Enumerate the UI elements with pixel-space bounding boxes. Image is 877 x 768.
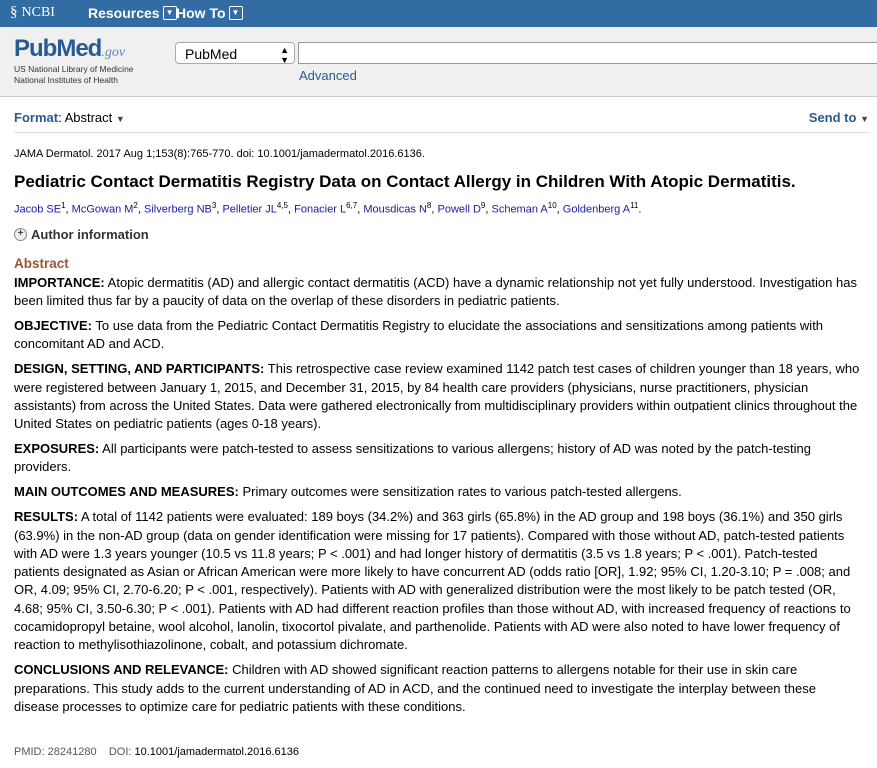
- author-affiliation-number: 11: [630, 201, 639, 210]
- doi-link[interactable]: 10.1001/jamadermatol.2016.6136: [134, 746, 300, 758]
- author-affiliation-number: 6,7: [346, 201, 358, 210]
- ncbi-top-bar: [0, 0, 877, 27]
- section-label: RESULTS:: [14, 509, 79, 525]
- chevron-down-icon: ▼: [163, 6, 177, 20]
- section-text: This retrospective case review examined 1142 patch test cases of children younger than 18 years, who were registered between January 1, 2015, and December 31, 2015, by 84 health care providers (physicians, nurse practitioners, physician assistants) from across the United States. Data were gathered electronically from multidisciplinary providers within outpatient clinics throughout the United States on pediatric patients (ages 0-18 years).: [14, 361, 860, 432]
- divider: [14, 132, 869, 133]
- nih-label: National Institutes of Health: [14, 75, 118, 85]
- abstract-section: [14, 274, 864, 311]
- database-value: PubMed: [185, 46, 238, 62]
- separator: ,: [65, 203, 72, 216]
- separator: ,: [357, 203, 364, 216]
- author-affiliation-number: 10: [547, 201, 557, 210]
- pubmed-header: [0, 27, 877, 97]
- section-text: All participants were patch-tested to assess sensitizations to various allergens; history of AD was noted by the patch-testing providers.: [14, 441, 812, 475]
- section-label: OBJECTIVE:: [14, 318, 93, 334]
- format-dropdown[interactable]: Format: Abstract ▼: [14, 110, 125, 125]
- author-affiliation-number: 1: [61, 201, 66, 210]
- article-ids: [14, 746, 299, 758]
- section-text: A total of 1142 patients were evaluated: 189 boys (34.2%) and 363 girls (65.8%) in the AD group and 198 boys (36.1%) and 350 girls (63.9%) in the non-AD group (data on gender identification were missing for 17 patients). Compared with those without AD, patch-tested patients with AD were 1.3 years younger (10.5 vs 11.8 years; P < .001) and had longer history of dermatitis (3.5 vs 1.8 years; P < .001). Patch-tested patients designated as Asian or African American were more likely to have concurrent AD (odds ratio [OR], 1.92; 95% CI, 1.20-3.10; P = .008; and OR, 4.09; 95% CI, 2.70-6.20; P < .001, respectively). Patients with AD with generalized distribution were the most likely to be patch tested (OR, 4.68; 95% CI, 3.50-6.30; P < .001). Patients with AD had different reaction profiles than those without AD, with increased frequency of reactions to cocamidopropyl betaine, wool alcohol, lanolin, tixocortol pivalate, and parthenolide. Patients with AD were also noted to have lower frequency of reaction to methylisothiazolinone, cobalt, and potassium dichromate.: [14, 509, 851, 653]
- separator: .: [638, 203, 642, 216]
- plus-icon: +: [14, 228, 27, 241]
- separator: ,: [287, 203, 295, 216]
- abstract-section: [14, 508, 864, 654]
- author-link[interactable]: Scheman A: [491, 203, 548, 216]
- doi-label: DOI:: [108, 746, 132, 758]
- section-label: CONCLUSIONS AND RELEVANCE:: [14, 662, 229, 678]
- database-select[interactable]: [175, 42, 295, 64]
- section-text: To use data from the Pediatric Contact Dermatitis Registry to elucidate the associations and sensitizations among patients with concomitant AD and ACD.: [14, 318, 824, 352]
- section-label: IMPORTANCE:: [14, 275, 105, 290]
- ncbi-logo-text: NCBI: [21, 4, 55, 20]
- author-link[interactable]: Pelletier JL: [222, 203, 277, 216]
- abstract-heading: Abstract: [14, 256, 69, 271]
- author-list: [14, 201, 641, 216]
- author-affiliation-number: 2: [133, 201, 138, 210]
- abstract-body: [14, 274, 864, 723]
- resources-label: Resources: [88, 5, 160, 21]
- author-affiliation-number: 8: [426, 201, 432, 210]
- resources-menu[interactable]: [88, 5, 177, 21]
- format-label: Format: [14, 110, 59, 125]
- abstract-section: [14, 360, 864, 433]
- author-link[interactable]: Jacob SE: [14, 203, 62, 216]
- nlm-label: US National Library of Medicine: [14, 64, 134, 74]
- separator: ,: [216, 203, 223, 216]
- chevron-down-icon: ▼: [229, 6, 243, 20]
- author-link[interactable]: Goldenberg A: [562, 203, 631, 216]
- author-link[interactable]: Mousdicas N: [363, 203, 427, 216]
- section-label: DESIGN, SETTING, AND PARTICIPANTS:: [14, 361, 265, 377]
- section-label: MAIN OUTCOMES AND MEASURES:: [14, 484, 239, 500]
- section-text: Children with AD showed significant reaction patterns to allergens notable for their use in skin care preparations. This study adds to the current understanding of AD in ACD, and the continued need to investigate the interplay between these disease processes to optimize care for pediatric patients with these conditions.: [14, 662, 816, 714]
- send-to-dropdown[interactable]: [809, 110, 869, 125]
- separator: ,: [485, 203, 492, 216]
- caret-down-icon: ▼: [860, 114, 869, 124]
- author-affiliation-number: 3: [211, 201, 217, 210]
- author-affiliation-number: 4,5: [276, 201, 288, 210]
- pubmed-logo[interactable]: [14, 35, 134, 85]
- author-affiliation-number: 9: [480, 201, 486, 210]
- pmid-value: 28241280: [47, 746, 97, 758]
- author-link[interactable]: McGowan M: [71, 203, 134, 216]
- section-text: Atopic dermatitis (AD) and allergic contact dermatitis (ACD) have a dynamic relationship not yet fully understood. Investigation has been limited thus far by a paucity of data on the overlap of these disorders in pediatric patients.: [14, 275, 857, 309]
- separator: ,: [431, 203, 438, 216]
- article-title: Pediatric Contact Dermatitis Registry Data on Contact Allergy in Children With Atopic Dermatitis.: [14, 172, 796, 191]
- abstract-section: [14, 440, 864, 477]
- abstract-section: [14, 483, 864, 501]
- citation-details: 2017 Aug 1;153(8):765-770. doi: 10.1001/jamadermatol.2016.6136.: [93, 148, 425, 160]
- howto-menu[interactable]: [176, 5, 243, 21]
- citation: [14, 148, 425, 160]
- ncbi-logo[interactable]: [10, 4, 55, 21]
- format-value: Abstract: [64, 110, 113, 125]
- journal-link[interactable]: JAMA Dermatol.: [14, 148, 94, 160]
- separator: ,: [556, 203, 563, 216]
- send-to-label: Send to: [808, 110, 857, 125]
- author-link[interactable]: Fonacier L: [294, 203, 347, 216]
- abstract-section: [14, 661, 864, 716]
- advanced-search-link[interactable]: Advanced: [299, 68, 357, 83]
- pubmed-logo-text: PubMed: [14, 35, 102, 62]
- pmid-label: PMID:: [14, 746, 45, 758]
- section-label: EXPOSURES:: [14, 441, 100, 457]
- select-arrows-icon: ▲ ▼: [280, 45, 289, 65]
- dna-helix-icon: §: [10, 4, 18, 20]
- author-information-toggle[interactable]: [14, 227, 149, 242]
- search-input[interactable]: [298, 42, 877, 64]
- abstract-section: [14, 317, 864, 354]
- separator: ,: [137, 203, 144, 216]
- author-link[interactable]: Powell D: [437, 203, 481, 216]
- author-information-label: Author information: [31, 227, 149, 242]
- pubmed-logo-gov: .gov: [101, 45, 126, 60]
- caret-down-icon: ▼: [115, 114, 125, 124]
- section-text: Primary outcomes were sensitization rates to various patch-tested allergens.: [238, 484, 682, 500]
- howto-label: How To: [176, 5, 226, 21]
- author-link[interactable]: Silverberg NB: [144, 203, 212, 216]
